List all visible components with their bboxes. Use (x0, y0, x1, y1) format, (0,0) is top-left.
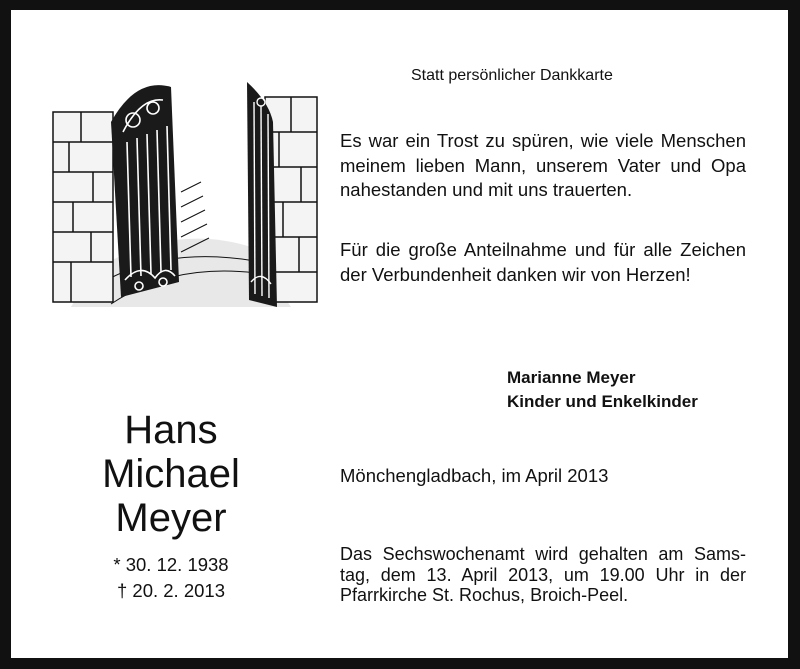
memorial-service-note (340, 544, 746, 606)
deceased-middle-name: Michael (102, 452, 240, 496)
deceased-block (61, 408, 281, 604)
gratitude-message: Für die große Anteilnahme und für alle Zeichen der Verbundenheit danken wir von Herzen! (340, 239, 746, 285)
life-dates (61, 552, 281, 604)
service-line: tag, dem 13. April 2013, um 19.00 Uhr in der (340, 564, 746, 585)
service-line: Pfarrkirche St. Rochus, Broich-Peel. (340, 585, 629, 605)
signer-name: Marianne Meyer (507, 368, 636, 387)
thank-you-message: Es war ein Trost zu spüren, wie viele Menschen meinem lieben Mann, unserem Vater und Opa nahestanden und mit uns trauerten. (340, 130, 746, 200)
place-and-date: Mönchengladbach, im April 2013 (340, 465, 609, 486)
signer-family: Kinder und Enkelkinder (507, 392, 698, 411)
deceased-last-name: Meyer (115, 496, 227, 540)
deceased-first-name: Hans (124, 408, 218, 452)
card-heading: Statt persönlicher Dankkarte (411, 67, 613, 84)
signers (507, 366, 698, 414)
death-date: † 20. 2. 2013 (116, 580, 225, 601)
service-line: Das Sechswochenamt wird gehalten am Sams- (340, 544, 746, 564)
open-gate-icon (51, 72, 323, 320)
birth-date: * 30. 12. 1938 (113, 554, 229, 575)
